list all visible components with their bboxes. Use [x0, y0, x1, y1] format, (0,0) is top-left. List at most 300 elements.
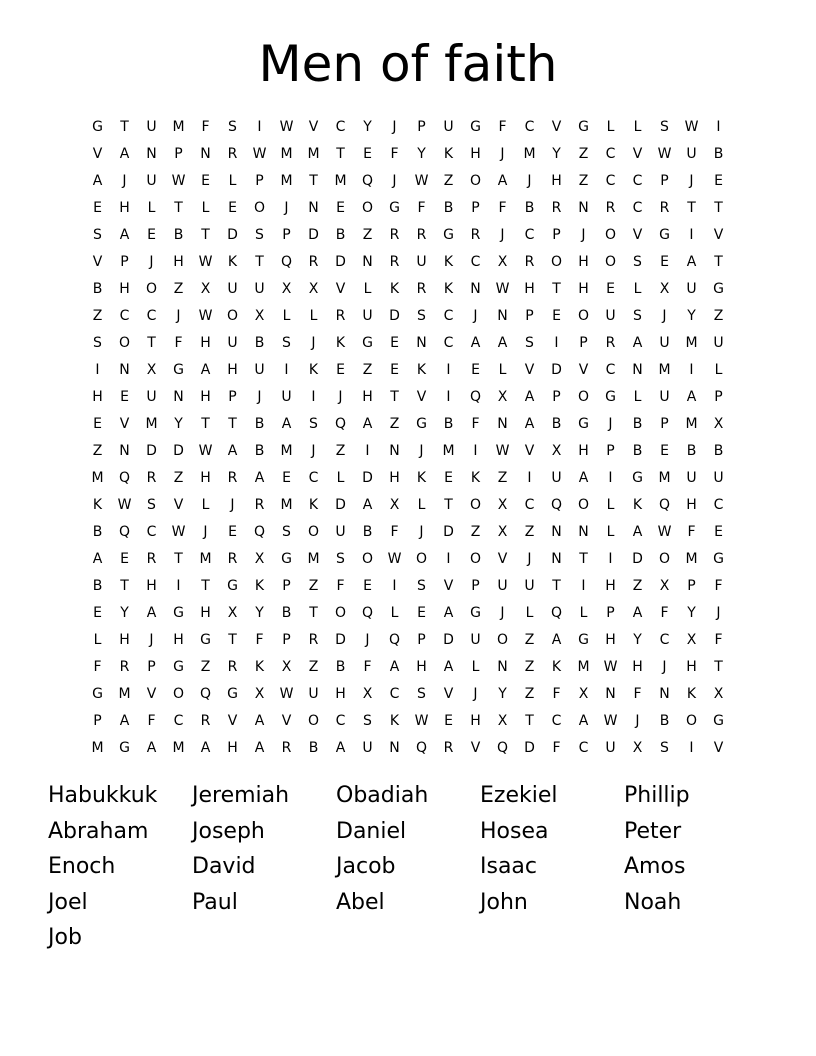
- grid-letter: C: [470, 254, 481, 270]
- grid-letter: G: [173, 659, 184, 675]
- grid-letter: U: [146, 389, 157, 405]
- grid-letter: J: [527, 551, 532, 567]
- grid-letter: K: [389, 281, 400, 297]
- grid-letter: A: [335, 740, 346, 756]
- grid-letter: C: [443, 308, 454, 324]
- grid-letter: Y: [363, 119, 372, 135]
- grid-letter: N: [497, 416, 508, 432]
- grid-letter: G: [578, 416, 589, 432]
- grid-letter: G: [173, 605, 184, 621]
- grid-letter: Z: [524, 686, 535, 702]
- grid-letter: S: [147, 497, 156, 513]
- grid-letter: X: [497, 713, 508, 729]
- grid-letter: M: [118, 686, 131, 702]
- grid-letter: Z: [335, 443, 346, 459]
- grid-letter: U: [146, 173, 157, 189]
- grid-row: [84, 357, 732, 384]
- grid-letter: E: [93, 200, 102, 216]
- grid-letter: M: [91, 470, 104, 486]
- grid-letter: D: [632, 551, 643, 567]
- grid-letter: F: [687, 524, 696, 540]
- grid-letter: A: [470, 335, 481, 351]
- grid-letter: P: [687, 578, 696, 594]
- grid-letter: J: [716, 605, 721, 621]
- grid-letter: Y: [120, 605, 129, 621]
- grid-letter: T: [120, 578, 129, 594]
- grid-letter: L: [93, 632, 102, 648]
- grid-row: [84, 114, 732, 141]
- grid-letter: V: [119, 416, 130, 432]
- grid-letter: O: [550, 254, 563, 270]
- grid-letter: F: [498, 119, 507, 135]
- grid-letter: R: [443, 740, 454, 756]
- grid-row: [84, 546, 732, 573]
- grid-letter: Q: [253, 524, 266, 540]
- word-list: [48, 778, 788, 956]
- grid-letter: E: [93, 416, 102, 432]
- grid-letter: I: [284, 362, 289, 378]
- grid-letter: K: [416, 362, 427, 378]
- grid-letter: I: [689, 740, 694, 756]
- grid-letter: M: [442, 443, 455, 459]
- grid-letter: B: [524, 200, 535, 216]
- grid-letter: V: [308, 119, 319, 135]
- word-list-item: Hosea: [480, 818, 549, 844]
- grid-letter: Z: [578, 146, 589, 162]
- grid-letter: X: [254, 308, 265, 324]
- grid-letter: I: [446, 389, 451, 405]
- word-list-item: Phillip: [624, 783, 690, 808]
- grid-letter: X: [686, 632, 697, 648]
- grid-letter: X: [713, 416, 724, 432]
- grid-letter: S: [525, 335, 534, 351]
- word-list-item: Jeremiah: [192, 783, 290, 808]
- grid-letter: I: [365, 443, 370, 459]
- grid-letter: B: [92, 578, 103, 594]
- grid-letter: H: [605, 632, 616, 648]
- grid-letter: C: [605, 173, 616, 189]
- grid-letter: Z: [308, 659, 319, 675]
- grid-letter: Q: [469, 389, 482, 405]
- grid-letter: H: [119, 281, 130, 297]
- grid-letter: E: [228, 200, 237, 216]
- grid-letter: R: [281, 740, 292, 756]
- grid-letter: U: [605, 740, 616, 756]
- grid-letter: F: [471, 416, 480, 432]
- grid-letter: E: [471, 362, 480, 378]
- grid-letter: Z: [173, 470, 184, 486]
- grid-letter: T: [714, 200, 723, 216]
- grid-letter: A: [119, 227, 130, 243]
- grid-letter: R: [416, 227, 427, 243]
- grid-letter: F: [714, 578, 723, 594]
- grid-letter: S: [336, 551, 345, 567]
- grid-letter: P: [660, 173, 669, 189]
- grid-letter: E: [660, 443, 669, 459]
- grid-letter: F: [660, 605, 669, 621]
- grid-letter: W: [387, 551, 402, 567]
- grid-letter: J: [311, 443, 316, 459]
- grid-letter: U: [254, 281, 265, 297]
- grid-letter: A: [524, 389, 535, 405]
- grid-letter: C: [605, 146, 616, 162]
- grid-letter: G: [92, 119, 103, 135]
- grid-letter: D: [443, 632, 454, 648]
- grid-letter: O: [604, 227, 617, 243]
- grid-letter: I: [554, 335, 559, 351]
- grid-letter: U: [686, 146, 697, 162]
- grid-letter: T: [147, 335, 156, 351]
- grid-letter: R: [605, 335, 616, 351]
- grid-letter: J: [419, 524, 424, 540]
- grid-letter: G: [659, 227, 670, 243]
- grid-letter: J: [500, 146, 505, 162]
- grid-letter: U: [254, 362, 265, 378]
- grid-letter: B: [92, 524, 103, 540]
- grid-row: [84, 249, 732, 276]
- grid-letter: V: [524, 362, 535, 378]
- grid-letter: N: [497, 308, 508, 324]
- grid-letter: B: [713, 443, 724, 459]
- grid-letter: K: [443, 254, 454, 270]
- grid-letter: X: [254, 551, 265, 567]
- grid-letter: S: [93, 335, 102, 351]
- word-list-item: Enoch: [48, 854, 116, 879]
- grid-letter: R: [605, 200, 616, 216]
- grid-letter: V: [92, 254, 103, 270]
- grid-letter: O: [577, 497, 590, 513]
- grid-letter: O: [226, 308, 239, 324]
- grid-letter: X: [497, 497, 508, 513]
- word-list-item: Paul: [192, 889, 238, 915]
- page-title: Men of faith: [258, 35, 558, 93]
- grid-letter: H: [578, 281, 589, 297]
- grid-letter: J: [581, 227, 586, 243]
- grid-letter: B: [335, 659, 346, 675]
- grid-row: [84, 411, 732, 438]
- grid-letter: G: [362, 335, 373, 351]
- grid-letter: X: [659, 281, 670, 297]
- word-list-item: John: [480, 889, 528, 915]
- grid-letter: I: [176, 578, 181, 594]
- grid-letter: G: [92, 686, 103, 702]
- grid-letter: V: [335, 281, 346, 297]
- grid-letter: X: [578, 686, 589, 702]
- grid-letter: A: [389, 659, 400, 675]
- grid-letter: B: [659, 713, 670, 729]
- grid-letter: Q: [550, 605, 563, 621]
- grid-row: [84, 303, 732, 330]
- grid-letter: E: [120, 551, 129, 567]
- grid-letter: H: [551, 173, 562, 189]
- grid-letter: B: [632, 416, 643, 432]
- grid-letter: C: [578, 740, 589, 756]
- grid-letter: J: [230, 497, 235, 513]
- grid-letter: U: [146, 119, 157, 135]
- grid-letter: B: [254, 335, 265, 351]
- grid-letter: X: [551, 443, 562, 459]
- grid-letter: H: [362, 389, 373, 405]
- grid-letter: L: [471, 659, 480, 675]
- grid-letter: T: [714, 254, 723, 270]
- grid-letter: S: [363, 713, 372, 729]
- grid-letter: S: [417, 578, 426, 594]
- grid-letter: O: [361, 200, 374, 216]
- grid-letter: W: [279, 119, 294, 135]
- grid-letter: H: [470, 713, 481, 729]
- grid-letter: S: [660, 119, 669, 135]
- grid-letter: N: [551, 524, 562, 540]
- grid-letter: Z: [524, 659, 535, 675]
- grid-letter: J: [419, 443, 424, 459]
- grid-letter: R: [227, 659, 238, 675]
- grid-letter: V: [443, 686, 454, 702]
- word-list-item: David: [192, 854, 256, 879]
- grid-letter: O: [469, 173, 482, 189]
- grid-letter: U: [362, 308, 373, 324]
- grid-letter: J: [311, 335, 316, 351]
- grid-letter: X: [659, 578, 670, 594]
- grid-letter: Q: [118, 470, 131, 486]
- grid-letter: O: [334, 605, 347, 621]
- grid-letter: F: [390, 524, 399, 540]
- grid-letter: M: [280, 497, 293, 513]
- grid-letter: Q: [361, 605, 374, 621]
- grid-letter: H: [200, 605, 211, 621]
- grid-row: [84, 438, 732, 465]
- grid-letter: M: [685, 335, 698, 351]
- grid-letter: F: [255, 632, 264, 648]
- grid-letter: H: [578, 443, 589, 459]
- grid-letter: I: [446, 551, 451, 567]
- grid-letter: K: [308, 497, 319, 513]
- grid-letter: E: [147, 227, 156, 243]
- grid-letter: H: [686, 659, 697, 675]
- grid-letter: B: [551, 416, 562, 432]
- grid-letter: F: [552, 686, 561, 702]
- grid-letter: R: [524, 254, 535, 270]
- grid-row: [84, 141, 732, 168]
- grid-letter: U: [227, 281, 238, 297]
- grid-letter: N: [578, 524, 589, 540]
- grid-letter: U: [308, 686, 319, 702]
- grid-letter: U: [713, 470, 724, 486]
- grid-letter: V: [524, 443, 535, 459]
- grid-letter: R: [389, 254, 400, 270]
- grid-letter: U: [470, 632, 481, 648]
- grid-letter: C: [605, 362, 616, 378]
- grid-letter: N: [578, 200, 589, 216]
- grid-letter: T: [390, 389, 399, 405]
- grid-letter: L: [336, 470, 345, 486]
- grid-letter: K: [416, 470, 427, 486]
- grid-letter: D: [551, 362, 562, 378]
- grid-row: [84, 708, 732, 735]
- grid-letter: E: [714, 524, 723, 540]
- grid-letter: F: [417, 200, 426, 216]
- grid-letter: V: [713, 740, 724, 756]
- grid-letter: U: [443, 119, 454, 135]
- grid-letter: T: [309, 605, 318, 621]
- grid-letter: O: [361, 551, 374, 567]
- grid-letter: E: [390, 335, 399, 351]
- grid-letter: Q: [118, 524, 131, 540]
- grid-letter: M: [280, 173, 293, 189]
- grid-letter: Q: [658, 497, 671, 513]
- grid-letter: H: [524, 281, 535, 297]
- grid-letter: W: [414, 713, 429, 729]
- grid-letter: B: [686, 443, 697, 459]
- grid-letter: L: [282, 308, 291, 324]
- grid-letter: W: [171, 173, 186, 189]
- grid-letter: L: [201, 497, 210, 513]
- grid-letter: H: [200, 335, 211, 351]
- grid-letter: J: [527, 173, 532, 189]
- word-list-item: Amos: [624, 854, 686, 879]
- grid-letter: I: [608, 551, 613, 567]
- grid-letter: Z: [389, 416, 400, 432]
- grid-letter: O: [577, 389, 590, 405]
- grid-row: [84, 492, 732, 519]
- grid-letter: G: [227, 686, 238, 702]
- grid-row: [84, 465, 732, 492]
- word-list-item: Ezekiel: [480, 783, 558, 808]
- grid-row: [84, 600, 732, 627]
- grid-letter: N: [119, 443, 130, 459]
- grid-letter: W: [279, 686, 294, 702]
- grid-letter: B: [335, 227, 346, 243]
- grid-letter: B: [308, 740, 319, 756]
- grid-letter: E: [444, 713, 453, 729]
- grid-letter: H: [470, 146, 481, 162]
- grid-letter: K: [632, 497, 643, 513]
- grid-letter: F: [552, 740, 561, 756]
- grid-letter: I: [311, 389, 316, 405]
- grid-letter: J: [338, 389, 343, 405]
- grid-letter: T: [228, 632, 237, 648]
- grid-letter: U: [713, 335, 724, 351]
- grid-letter: G: [713, 551, 724, 567]
- grid-letter: K: [443, 146, 454, 162]
- grid-letter: J: [500, 605, 505, 621]
- grid-letter: X: [227, 605, 238, 621]
- grid-letter: V: [227, 713, 238, 729]
- grid-letter: N: [497, 659, 508, 675]
- grid-letter: T: [525, 713, 534, 729]
- grid-letter: M: [685, 551, 698, 567]
- grid-letter: L: [363, 281, 372, 297]
- grid-letter: L: [633, 119, 642, 135]
- grid-letter: W: [252, 146, 267, 162]
- grid-letter: G: [605, 389, 616, 405]
- grid-letter: R: [470, 227, 481, 243]
- grid-letter: F: [390, 146, 399, 162]
- grid-letter: T: [255, 254, 264, 270]
- word-list-item: Peter: [624, 818, 682, 844]
- grid-letter: O: [253, 200, 266, 216]
- grid-letter: T: [120, 119, 129, 135]
- grid-letter: M: [307, 551, 320, 567]
- grid-letter: W: [198, 254, 213, 270]
- grid-letter: B: [254, 416, 265, 432]
- grid-letter: M: [577, 659, 590, 675]
- grid-letter: L: [606, 119, 615, 135]
- grid-letter: P: [552, 389, 561, 405]
- grid-letter: K: [470, 470, 481, 486]
- grid-letter: Q: [334, 416, 347, 432]
- grid-letter: F: [498, 200, 507, 216]
- grid-row: [84, 384, 732, 411]
- grid-letter: C: [173, 713, 184, 729]
- grid-letter: P: [606, 443, 615, 459]
- grid-letter: N: [389, 443, 400, 459]
- grid-letter: C: [389, 686, 400, 702]
- grid-letter: T: [228, 416, 237, 432]
- grid-letter: N: [200, 146, 211, 162]
- grid-letter: W: [495, 281, 510, 297]
- grid-letter: L: [579, 605, 588, 621]
- grid-letter: S: [93, 227, 102, 243]
- grid-letter: D: [335, 632, 346, 648]
- grid-letter: P: [552, 227, 561, 243]
- grid-letter: P: [282, 632, 291, 648]
- grid-letter: T: [336, 146, 345, 162]
- grid-letter: W: [495, 443, 510, 459]
- grid-letter: J: [473, 686, 478, 702]
- grid-letter: M: [658, 470, 671, 486]
- grid-letter: E: [606, 281, 615, 297]
- grid-letter: L: [390, 605, 399, 621]
- grid-letter: V: [497, 551, 508, 567]
- grid-letter: N: [146, 146, 157, 162]
- grid-letter: C: [146, 308, 157, 324]
- grid-letter: E: [363, 578, 372, 594]
- grid-letter: M: [172, 740, 185, 756]
- grid-letter: O: [118, 335, 131, 351]
- grid-letter: A: [632, 605, 643, 621]
- grid-letter: N: [416, 335, 427, 351]
- grid-letter: N: [470, 281, 481, 297]
- grid-letter: Q: [361, 173, 374, 189]
- grid-letter: U: [416, 254, 427, 270]
- grid-letter: Z: [362, 227, 373, 243]
- grid-letter: E: [282, 470, 291, 486]
- grid-letter: D: [173, 443, 184, 459]
- grid-letter: K: [254, 578, 265, 594]
- grid-letter: M: [658, 362, 671, 378]
- grid-letter: J: [635, 713, 640, 729]
- grid-letter: C: [632, 173, 643, 189]
- grid-letter: A: [146, 605, 157, 621]
- grid-letter: T: [174, 551, 183, 567]
- grid-letter: E: [444, 470, 453, 486]
- grid-letter: R: [659, 200, 670, 216]
- grid-letter: P: [714, 389, 723, 405]
- grid-letter: P: [93, 713, 102, 729]
- grid-letter: A: [443, 659, 454, 675]
- grid-letter: R: [254, 497, 265, 513]
- grid-row: [84, 654, 732, 681]
- grid-letter: K: [389, 713, 400, 729]
- grid-letter: C: [551, 713, 562, 729]
- grid-letter: Q: [388, 632, 401, 648]
- grid-letter: A: [119, 146, 130, 162]
- grid-letter: T: [201, 227, 210, 243]
- grid-letter: G: [470, 605, 481, 621]
- grid-letter: J: [662, 659, 667, 675]
- grid-letter: F: [633, 686, 642, 702]
- grid-letter: R: [551, 200, 562, 216]
